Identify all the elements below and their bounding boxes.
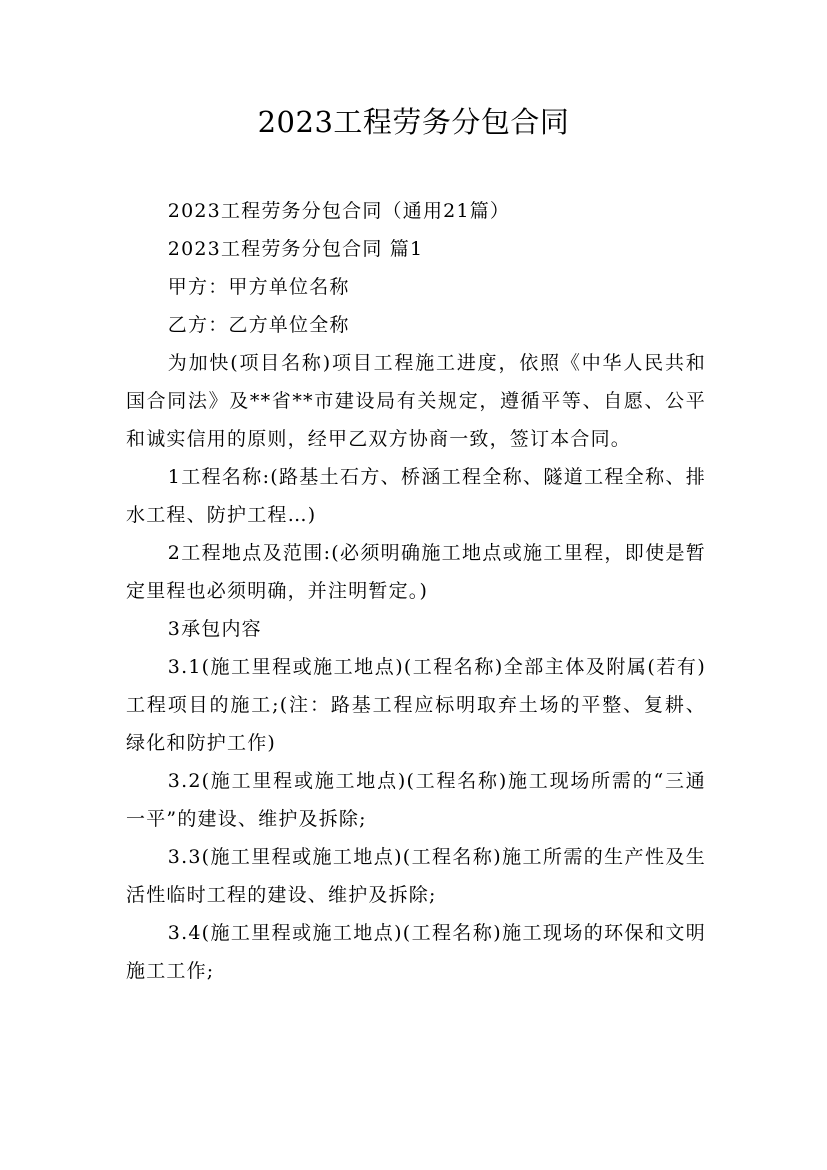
document-title: 2023工程劳务分包合同 [257, 105, 570, 139]
paragraph-party-a: 甲方：甲方单位名称 [167, 276, 350, 298]
paragraph-preamble: 为加快(项目名称)项目工程施工进度，依照《中华人民共和国合同法》及**省**市建设局有关规定，遵循平等、自愿、公平和诚实信用的原则，经甲乙双方协商一致，签订本合同。 [126, 352, 706, 450]
paragraph-section-heading: 2023工程劳务分包合同 篇1 [167, 238, 424, 260]
paragraph-clause-3-2: 3.2(施工里程或施工地点)(工程名称)施工现场所需的“三通一平”的建设、维护及拆除; [126, 770, 706, 830]
paragraph-clause-3-4: 3.4(施工里程或施工地点)(工程名称)施工现场的环保和文明施工工作; [126, 922, 706, 982]
paragraph-party-b: 乙方：乙方单位全称 [167, 314, 350, 336]
paragraph-clause-3-1: 3.1(施工里程或施工地点)(工程名称)全部主体及附属(若有)工程项目的施工;(注：路基工程应标明取弃土场的平整、复耕、绿化和防护工作) [126, 656, 706, 754]
paragraph-clause-3-3: 3.3(施工里程或施工地点)(工程名称)施工所需的生产性及生活性临时工程的建设、维护及拆除; [126, 846, 706, 906]
paragraph-clause-2: 2工程地点及范围:(必须明确施工地点或施工里程，即使是暂定里程也必须明确，并注明暂定。) [126, 542, 706, 602]
paragraph-subtitle: 2023工程劳务分包合同（通用21篇） [167, 200, 511, 222]
paragraph-clause-3: 3承包内容 [167, 618, 262, 640]
paragraph-clause-1: 1工程名称:(路基土石方、桥涵工程全称、隧道工程全称、排水工程、防护工程…) [126, 466, 706, 526]
document-body [126, 192, 706, 990]
